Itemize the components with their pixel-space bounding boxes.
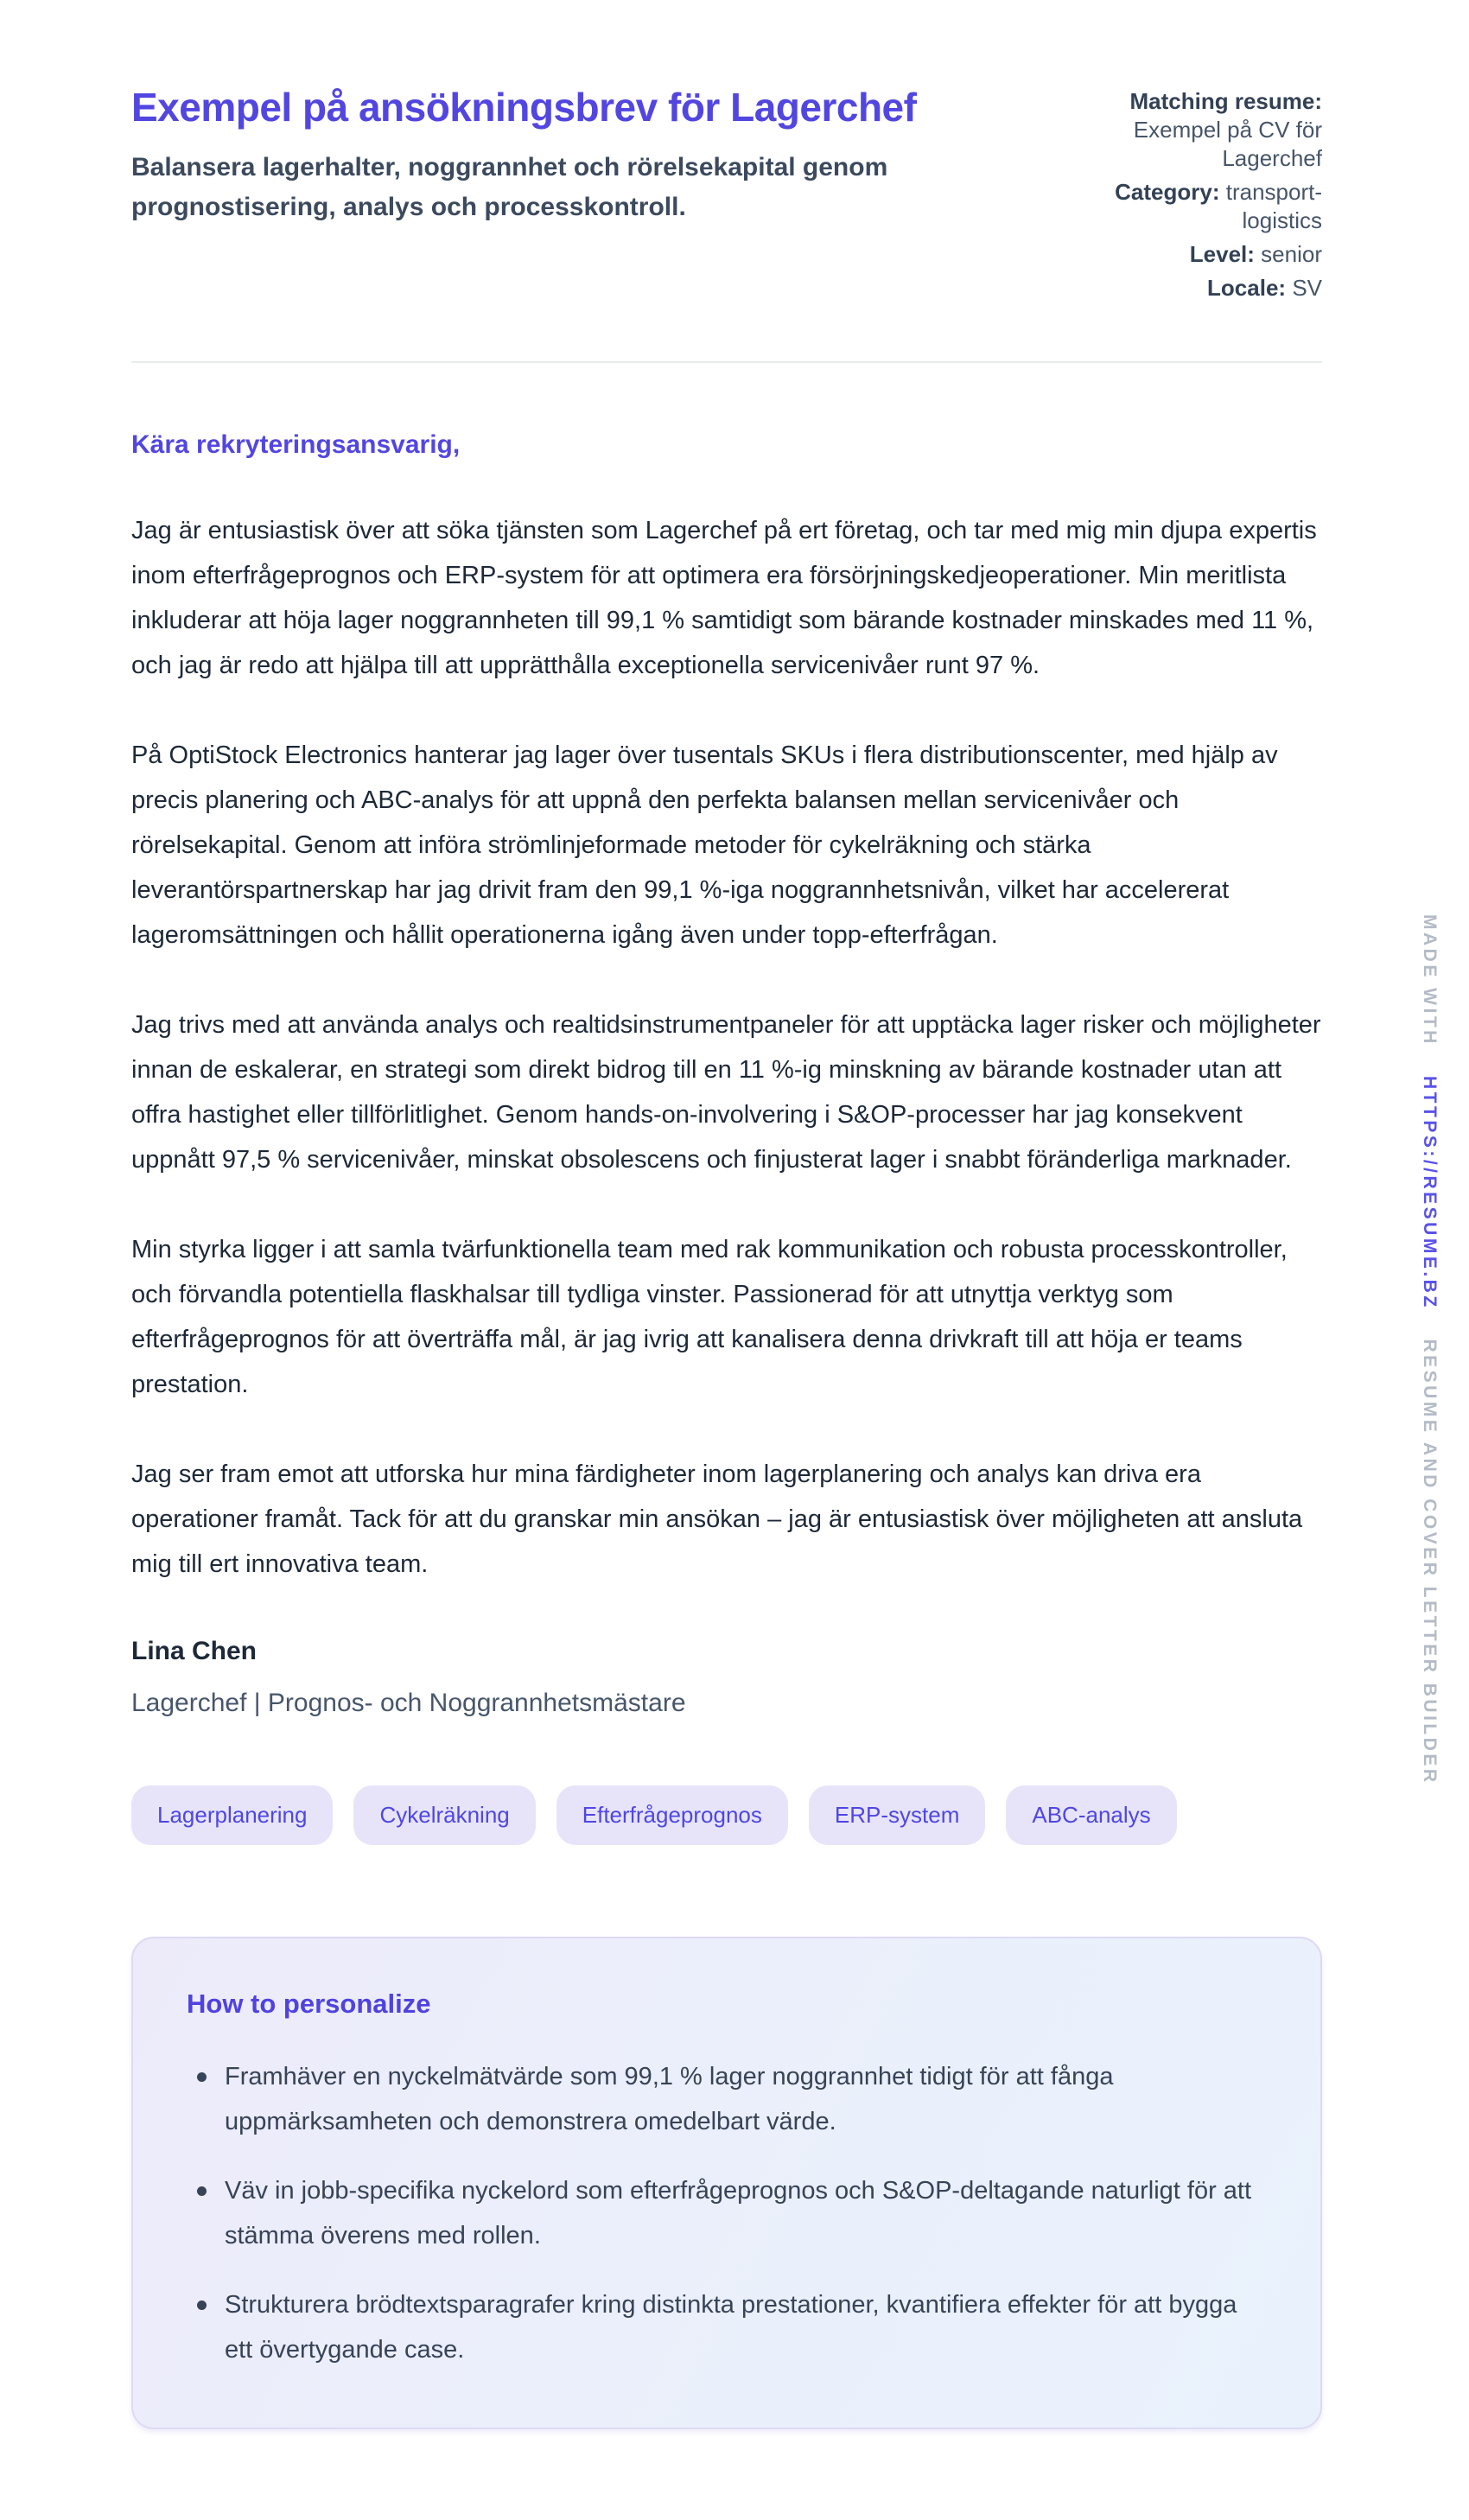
- letter-greeting: Kära rekryteringsansvarig,: [131, 430, 461, 459]
- header-title-block: [131, 82, 961, 227]
- how-to-personalize-box: [131, 1937, 1322, 2429]
- how-to-personalize-title: How to personalize: [187, 1989, 431, 2019]
- letter-paragraph: Jag trivs med att använda analys och realtidsinstrumentpaneler för att upptäcka lager risker och möjligheter innan de eskalerar, en strategi som direkt bidrog till en 11 %-ig minskning av bärande kostnader utan att offra hastighet eller tillförlitlighet. Genom hands-on-involvering i S&OP-processer har jag konsekvent uppnått 97,5 % servicenivåer, minskat obsolescens och finjusterat lager i snabbt föränderliga marknader.: [131, 1011, 1321, 1174]
- letter-paragraph: Jag ser fram emot att utforska hur mina färdigheter inom lagerplanering och analys kan driva era operationer framåt. Tack för att du granskar min ansökan – jag är entusiastisk över möjligheten att ansluta mig till ert innovativa team.: [131, 1460, 1303, 1578]
- watermark-prefix: MADE WITH: [1420, 914, 1440, 1047]
- signature-role: Lagerchef | Prognos- och Noggrannhetsmästare: [131, 1689, 686, 1717]
- meta-locale-value: SV: [1292, 275, 1322, 301]
- meta-locale: [1063, 274, 1322, 302]
- resume-meta-panel: [1063, 82, 1322, 308]
- letter-body: [131, 363, 1322, 2429]
- meta-locale-label: Locale:: [1207, 275, 1287, 301]
- resume-bz-link[interactable]: HTTPS://RESUME.BZ: [1420, 1075, 1440, 1310]
- meta-category-label: Category:: [1115, 179, 1220, 205]
- skill-tag: ERP-system: [809, 1785, 985, 1845]
- made-with-watermark: [1419, 914, 1440, 1785]
- how-to-personalize-list: [187, 2054, 1267, 2372]
- personalize-tip: Strukturera brödtextsparagrafer kring distinkta prestationer, kvantifiera effekter för att bygga ett övertygande case.: [187, 2282, 1267, 2372]
- meta-category: [1063, 178, 1322, 235]
- signature-name: Lina Chen: [131, 1637, 258, 1665]
- skill-tag: ABC-analys: [1006, 1785, 1176, 1845]
- meta-matching-resume-label: Matching resume:: [1129, 88, 1322, 114]
- personalize-tip: Framhäver en nyckelmätvärde som 99,1 % lager noggrannhet tidigt för att fånga uppmärksamheten och demonstrera omedelbart värde.: [187, 2054, 1267, 2144]
- meta-level-label: Level:: [1189, 241, 1255, 267]
- letter-paragraph: På OptiStock Electronics hanterar jag lager över tusentals SKUs i flera distributionscenter, med hjälp av precis planering och ABC-analys för att uppnå den perfekta balansen mellan servicenivåer och rörelsekapital. Genom att införa strömlinjeformade metoder för cykelräkning och stärka leverantörspartnerskap har jag drivit fram den 99,1 %-iga noggrannhetsnivån, vilket har accelererat lageromsättningen och hållit operationerna igång även under topp-efterfrågan.: [131, 741, 1278, 949]
- letter-paragraph: Min styrka ligger i att samla tvärfunktionella team med rak kommunikation och robusta processkontroller, och förvandla potentiella flaskhalsar till tydliga vinster. Passionerad för att utnyttja verktyg som efterfrågeprognos för att överträffa mål, är jag ivrig att kanalisera denna drivkraft till att höja er teams prestation.: [131, 1236, 1288, 1398]
- skill-tag: Cykelräkning: [353, 1785, 535, 1845]
- page-header: [131, 82, 1322, 308]
- skill-tags-row: [131, 1785, 1322, 1845]
- meta-level-value: senior: [1261, 241, 1322, 267]
- skill-tag: Efterfrågeprognos: [556, 1785, 788, 1845]
- watermark-suffix: RESUME AND COVER LETTER BUILDER: [1420, 1339, 1440, 1785]
- meta-category-value: transport-logistics: [1225, 179, 1322, 233]
- page-title: Exempel på ansökningsbrev för Lagerchef: [131, 85, 917, 130]
- meta-level: [1063, 240, 1322, 269]
- personalize-tip: Väv in jobb-specifika nyckelord som efterfrågeprognos och S&OP-deltagande naturligt för att stämma överens med rollen.: [187, 2168, 1267, 2258]
- letter-paragraph: Jag är entusiastisk över att söka tjänsten som Lagerchef på ert företag, och tar med mig min djupa expertis inom efterfrågeprognos och ERP-system för att optimera era försörjningskedjeoperationer. Min meritlista inkluderar att höja lager noggrannheten till 99,1 % samtidigt som bärande kostnader minskades med 11 %, och jag är redo att hjälpa till att upprätthålla exceptionella servicenivåer runt 97 %.: [131, 517, 1317, 679]
- skill-tag: Lagerplanering: [131, 1785, 333, 1845]
- page-subtitle: Balansera lagerhalter, noggrannhet och rörelsekapital genom prognostisering, analys och processkontroll.: [131, 153, 888, 221]
- meta-matching-resume: [1063, 87, 1322, 173]
- meta-matching-resume-value: Exempel på CV för Lagerchef: [1133, 117, 1322, 171]
